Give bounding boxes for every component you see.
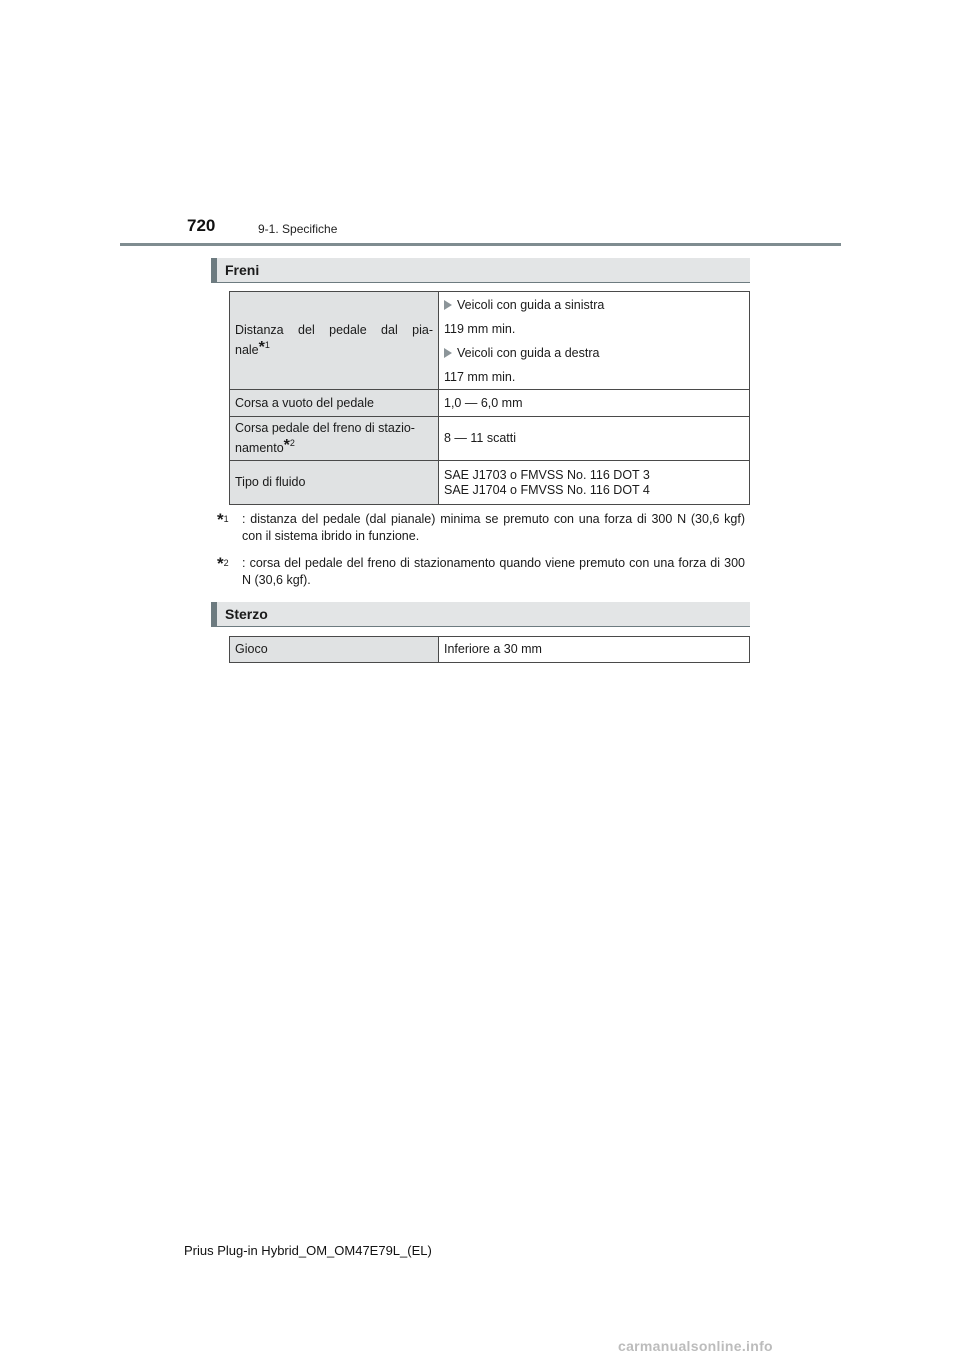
footnote-text: : distanza del pedale (dal pianale) minima se premuto con una forza di 300 N (30,6 kgf) con il sistema ibrido in funzione. xyxy=(242,512,745,543)
table-cell-value: Inferiore a 30 mm xyxy=(439,637,750,663)
header-divider xyxy=(120,243,841,246)
label-line: nale*$^1$ xyxy=(235,339,270,357)
steering-spec-table xyxy=(229,636,750,663)
page-number: 720 xyxy=(187,216,216,235)
section-heading-brakes: Freni xyxy=(211,258,750,283)
watermark: carmanualsonline.info xyxy=(618,1338,773,1354)
label-line: Corsa pedale del freno di stazio- xyxy=(235,421,415,435)
label-line: namento*$^2$ xyxy=(235,437,295,455)
bullet-line: Veicoli con guida a destra xyxy=(444,341,744,365)
brakes-spec-table xyxy=(229,291,750,505)
bullet-line: Veicoli con guida a sinistra xyxy=(444,293,744,317)
section-title: 9-1. Specifiche xyxy=(258,222,338,236)
label-line: Distanza del pedale dal pia- xyxy=(235,323,433,337)
footnote-number: 2 xyxy=(289,438,295,448)
table-row xyxy=(230,417,750,461)
footnote-marker: * xyxy=(258,339,265,356)
table-cell-value: 1,0 — 6,0 mm xyxy=(439,390,750,417)
table-row xyxy=(230,637,750,663)
value-line: 119 mm min. xyxy=(444,321,516,336)
footnote-text: : corsa del pedale del freno di stazionamento quando viene premuto con una forza di 300 N (30,6 kgf). xyxy=(242,556,745,587)
footnote-marker: * xyxy=(217,554,224,573)
footnote-marker: * xyxy=(283,437,290,454)
table-cell-label xyxy=(230,292,439,390)
footnote-number: 2 xyxy=(223,558,229,568)
footnote-1 xyxy=(217,511,745,545)
footnote-number: 1 xyxy=(223,514,229,524)
footnote-2 xyxy=(217,555,745,589)
value-line: 117 mm min. xyxy=(444,369,516,384)
table-cell-label xyxy=(230,417,439,461)
table-cell-value xyxy=(439,292,750,390)
table-cell-value xyxy=(439,461,750,505)
triangle-bullet-icon xyxy=(444,348,452,358)
table-row xyxy=(230,292,750,390)
table-cell-label: Tipo di fluido xyxy=(230,461,439,505)
footnote-marker: * xyxy=(217,510,224,529)
table-row xyxy=(230,461,750,505)
triangle-bullet-icon xyxy=(444,300,452,310)
value-line: SAE J1703 o FMVSS No. 116 DOT 3 xyxy=(444,467,650,482)
footnote-number: 1 xyxy=(264,340,270,350)
section-heading-steering: Sterzo xyxy=(211,602,750,627)
table-cell-label: Corsa a vuoto del pedale xyxy=(230,390,439,417)
table-row xyxy=(230,390,750,417)
table-cell-value: 8 — 11 scatti xyxy=(439,417,750,461)
value-line: SAE J1704 o FMVSS No. 116 DOT 4 xyxy=(444,482,650,497)
document-id: Prius Plug-in Hybrid_OM_OM47E79L_(EL) xyxy=(184,1243,432,1258)
table-cell-label: Gioco xyxy=(230,637,439,663)
